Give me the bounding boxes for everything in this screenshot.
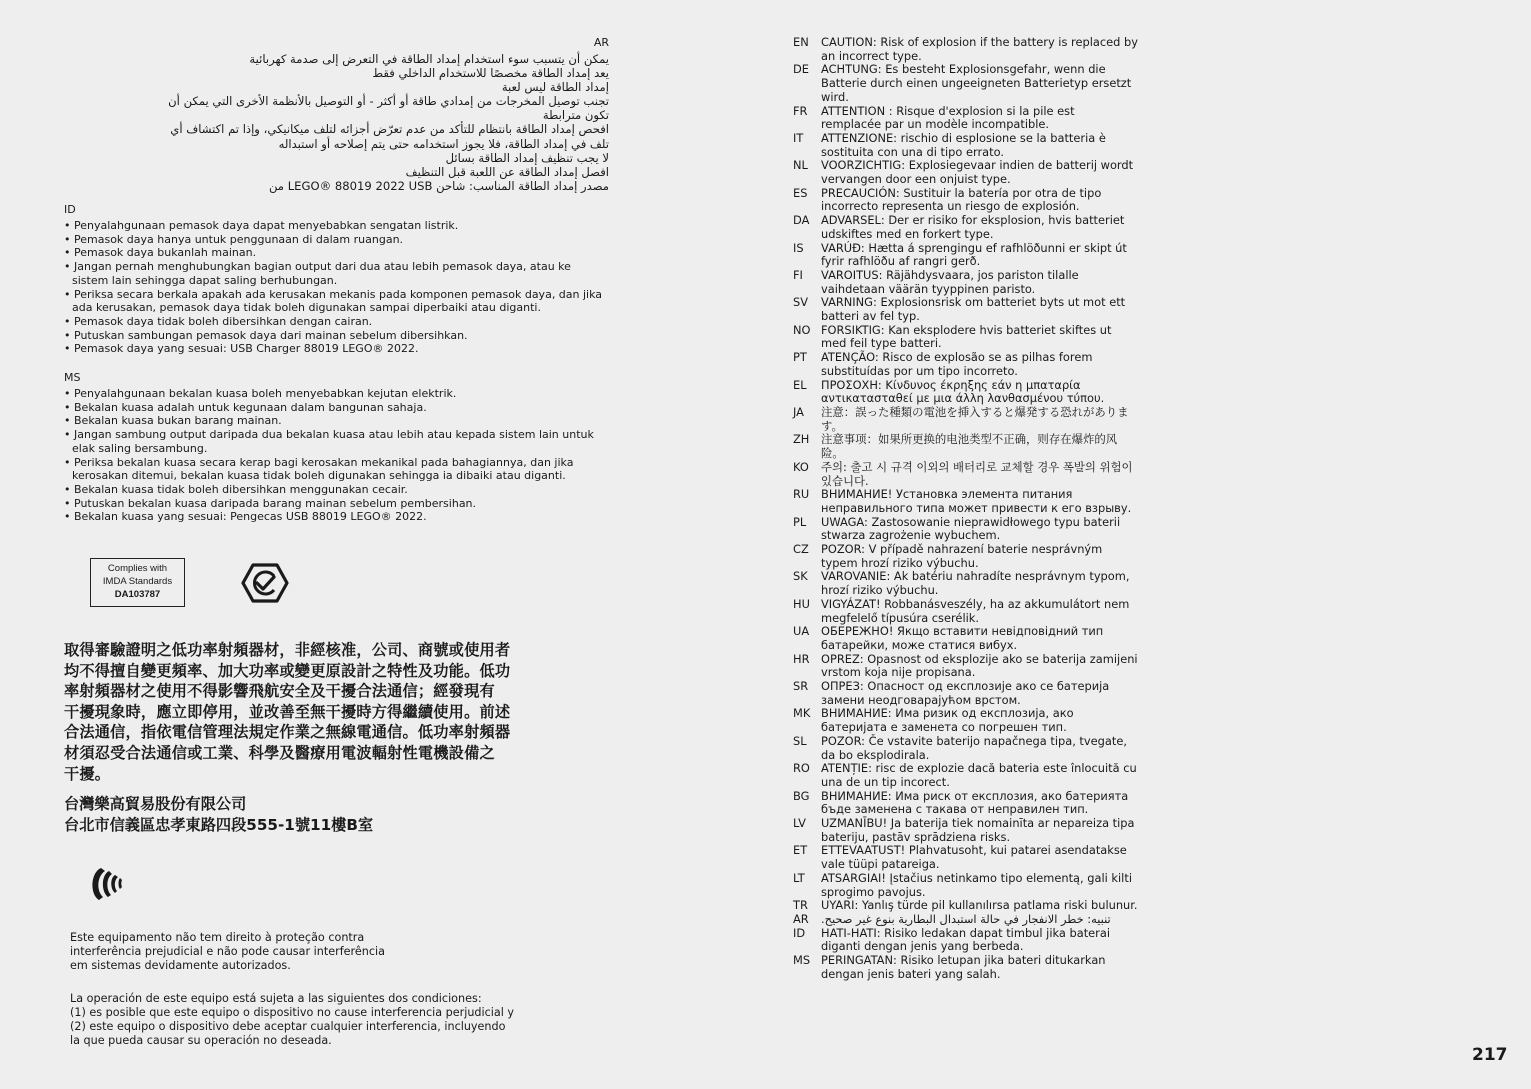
warning-row — [793, 790, 1138, 817]
warning-text: HATI-HATI: Risiko ledakan dapat timbul jika baterai diganti dengan jenis yang berbeda. — [821, 925, 1111, 954]
warning-row — [793, 954, 1138, 981]
warning-text: 注意事项：如果所更换的电池类型不正确，则存在爆炸的风险。 — [821, 432, 1118, 461]
warning-row — [793, 461, 1138, 488]
warning-language-code: RU — [793, 487, 810, 502]
warning-row — [793, 324, 1138, 351]
warning-language-code: ES — [793, 185, 808, 200]
zh-line: 均不得擅自變更頻率、加大功率或變更原設計之特性及功能。低功 — [64, 661, 511, 680]
warning-row — [793, 214, 1138, 241]
warning-text: ADVARSEL: Der er risiko for eksplosion, hvis batteriet udskiftes med en forkert type. — [821, 213, 1125, 241]
imda-compliance-label — [90, 558, 185, 607]
warning-text: 주의: 출고 시 규격 이외의 배터리로 교체할 경우 폭발의 위험이 있습니다. — [821, 459, 1133, 488]
arabic-line: إمداد الطاقة ليس لعبة — [501, 80, 609, 95]
warning-row — [793, 105, 1138, 132]
language-code-ms: MS — [64, 371, 81, 384]
warning-text: VARÚÐ: Hætta á sprengingu ef rafhlöðunni er skipt út fyrir rafhlöðu af rangri gerð. — [821, 240, 1127, 269]
warning-language-code: FR — [793, 103, 808, 118]
indonesian-bullet-list — [64, 219, 609, 356]
warning-language-code: SL — [793, 733, 807, 748]
list-item: • Periksa bekalan kuasa secara kerap bagi kerosakan mekanikal pada bahagiannya, dan jika kerosakan ditemui, bekalan kuasa tidak boleh digunakan sehingga ia dibaiki atau diganti. — [64, 456, 609, 483]
battery-warning-list — [793, 36, 1138, 982]
warning-language-code: RO — [793, 761, 810, 776]
warning-row — [793, 433, 1138, 460]
warning-text: 注意：誤った種類の電池を挿入すると爆発する恐れがあります。 — [821, 404, 1129, 433]
warning-row — [793, 707, 1138, 734]
warning-text: OPREZ: Opasnost od eksplozije ako se baterija zamijeni vrstom koja nije propisana. — [821, 651, 1138, 680]
warning-language-code: CZ — [793, 542, 809, 557]
list-item: • Pemasok daya hanya untuk penggunaan di dalam ruangan. — [64, 233, 609, 247]
warning-row — [793, 913, 1138, 927]
list-item: • Penyalahgunaan bekalan kuasa boleh menyebabkan kejutan elektrik. — [64, 387, 609, 401]
arabic-text-block — [64, 36, 609, 193]
warning-text: PRECAUCIÓN: Sustituir la batería por otra de tipo incorrecto representa un riesgo de explosión. — [821, 185, 1102, 214]
warning-language-code: BG — [793, 788, 810, 803]
anatel-logo-icon — [87, 864, 131, 904]
list-item: • Putuskan bekalan kuasa daripada barang mainan sebelum pembersihan. — [64, 497, 609, 511]
warning-row — [793, 379, 1138, 406]
arabic-line: تكون مترابطة — [542, 108, 609, 123]
es-line: (2) este equipo o dispositivo debe aceptar cualquier interferencia, incluyendo — [70, 1020, 506, 1033]
arabic-line: تلف في إمداد الطاقة، فلا يجوز استخدامه حتى يتم إصلاحه أو استبداله — [278, 136, 609, 151]
warning-row — [793, 351, 1138, 378]
warning-language-code: JA — [793, 404, 804, 419]
warning-language-code: LT — [793, 870, 805, 885]
anatel-statement-pt — [70, 931, 540, 973]
warning-language-code: SK — [793, 569, 808, 584]
arabic-safety-section — [64, 36, 609, 193]
warning-row — [793, 817, 1138, 844]
indonesian-safety-section — [64, 203, 609, 356]
warning-row — [793, 187, 1138, 214]
company-address: 台北市信義區忠孝東路四段555-1號11樓B室 — [64, 815, 374, 834]
page-number: 217 — [1472, 1045, 1508, 1065]
warning-language-code: FI — [793, 267, 803, 282]
warning-text: VARNING: Explosionsrisk om batteriet byts ut mot ett batteri av fel typ. — [821, 295, 1126, 324]
warning-text: ВНИМАНИЕ! Установка элемента питания неправильного типа может привести к его взрыву. — [821, 487, 1132, 515]
warning-row — [793, 406, 1138, 433]
list-item: • Pemasok daya yang sesuai: USB Charger 88019 LEGO® 2022. — [64, 342, 609, 356]
zh-line: 干擾現象時，應立即停用，並改善至無干擾時方得繼續使用。前述 — [64, 702, 511, 721]
warning-text: POZOR: Če vstavite baterijo napačnega tipa, tvegate, da bo eksplodirala. — [821, 733, 1127, 762]
warning-row — [793, 516, 1138, 543]
list-item: • Periksa secara berkala apakah ada kerusakan mekanis pada komponen pemasok daya, dan jika ada kerusakan, pemasok daya tidak boleh digunakan sampai diperbaiki atau diganti. — [64, 288, 609, 315]
language-code-id: ID — [64, 203, 76, 216]
warning-text: FORSIKTIG: Kan eksplodere hvis batteriet skiftes ut med feil type batteri. — [821, 322, 1112, 351]
zh-line: 合法通信，指依電信管理法規定作業之無線電通信。低功率射頻器 — [64, 723, 511, 742]
warning-row — [793, 488, 1138, 515]
warning-text: تنبيه: خطر الانفجار في حالة استبدال البطارية بنوع غير صحيح. — [821, 912, 1111, 926]
warning-language-code: MK — [793, 706, 811, 721]
warning-language-code: EL — [793, 377, 807, 392]
warning-row — [793, 899, 1138, 913]
warning-language-code: HU — [793, 596, 810, 611]
warning-row — [793, 242, 1138, 269]
list-item: • Penyalahgunaan pemasok daya dapat menyebabkan sengatan listrik. — [64, 219, 609, 233]
warning-text: POZOR: V případě nahrazení baterie nesprávným typem hrozí riziko výbuchu. — [821, 542, 1103, 570]
arabic-line: تجنب توصيل المخرجات من إمدادي طاقة أو أكثر - أو التوصيل بالأنظمة الأخرى التي يمكن أن — [168, 94, 609, 109]
warning-language-code: LV — [793, 816, 806, 831]
taiwan-company-address — [64, 794, 524, 835]
warning-row — [793, 132, 1138, 159]
warning-language-code: DE — [793, 62, 809, 77]
malay-safety-section — [64, 371, 609, 524]
zh-line: 率射頻器材之使用不得影響飛航安全及干擾合法通信；經發現有 — [64, 682, 495, 701]
pt-line: Este equipamento não tem direito à proteção contra — [70, 931, 365, 944]
zh-line: 材須忍受合法通信或工業、科學及醫療用電波輻射性電機設備之 — [64, 743, 495, 762]
arabic-line: يعد إمداد الطاقة مخصصًا للاستخدام الداخلي فقط — [372, 66, 609, 81]
rcm-compliance-mark-icon — [241, 563, 289, 603]
warning-text: ΠΡΟΣΟΧΗ: Κίνδυνος έκρηξης εάν η μπαταρία αντικατασταθεί με μια άλλη λανθασμένου τύπου. — [821, 377, 1105, 406]
warning-row — [793, 680, 1138, 707]
warning-row — [793, 159, 1138, 186]
warning-language-code: EN — [793, 35, 809, 49]
operation-statement-es — [70, 992, 545, 1048]
arabic-line: لا يجب تنظيف إمداد الطاقة بسائل — [445, 150, 609, 165]
warning-text: ACHTUNG: Es besteht Explosionsgefahr, wenn die Batterie durch einen ungeeigneten Batterietyp ersetzt wird. — [821, 62, 1132, 104]
warning-language-code: AR — [793, 912, 809, 926]
warning-language-code: NO — [793, 322, 811, 337]
warning-language-code: HR — [793, 651, 810, 666]
warning-language-code: IT — [793, 130, 804, 145]
warning-language-code: SV — [793, 295, 809, 310]
warning-text: ATENÇÃO: Risco de explosão se as pilhas forem substituídas por um tipo incorreto. — [821, 350, 1093, 378]
warning-text: ОБЕРЕЖНО! Якщо вставити невідповідний тип батарейки, може статися вибух. — [821, 624, 1104, 652]
warning-language-code: IS — [793, 240, 804, 255]
list-item: • Putuskan sambungan pemasok daya dari mainan sebelum dibersihkan. — [64, 329, 609, 343]
warning-row — [793, 872, 1138, 899]
warning-language-code: NL — [793, 158, 808, 173]
warning-row — [793, 598, 1138, 625]
es-line: la que pueda causar su operación no deseada. — [70, 1034, 332, 1047]
warning-row — [793, 625, 1138, 652]
warning-text: VAROVANIE: Ak batériu nahradíte nesprávnym typom, hrozí riziko výbuchu. — [821, 569, 1130, 598]
es-line: La operación de este equipo está sujeta a las siguientes dos condiciones: — [70, 992, 482, 1005]
company-name: 台灣樂高貿易股份有限公司 — [64, 795, 247, 813]
list-item: • Bekalan kuasa yang sesuai: Pengecas USB 88019 LEGO® 2022. — [64, 510, 609, 524]
list-item: • Bekalan kuasa adalah untuk kegunaan dalam bangunan sahaja. — [64, 401, 609, 415]
list-item: • Bekalan kuasa bukan barang mainan. — [64, 414, 609, 428]
list-item: • Pemasok daya tidak boleh dibersihkan dengan cairan. — [64, 315, 609, 329]
zh-line: 取得審驗證明之低功率射頻器材，非經核准，公司、商號或使用者 — [64, 641, 511, 659]
language-code-ar: AR — [593, 36, 609, 49]
warning-language-code: MS — [793, 953, 811, 968]
warning-language-code: ID — [793, 925, 806, 940]
list-item: • Jangan pernah menghubungkan bagian output dari dua atau lebih pemasok daya, atau ke sistem lain sehingga dapat saling berhubungan. — [64, 260, 609, 287]
warning-text: ATTENTION : Risque d'explosion si la pile est remplacée par un modèle incompatible. — [821, 103, 1075, 132]
zh-line: 干擾。 — [64, 764, 111, 783]
imda-line-2: IMDA Standards — [102, 576, 173, 587]
warning-row — [793, 296, 1138, 323]
warning-text: CAUTION: Risk of explosion if the battery is replaced by an incorrect type. — [821, 35, 1138, 63]
warning-row — [793, 570, 1138, 597]
warning-language-code: ET — [793, 843, 808, 858]
warning-language-code: KO — [793, 459, 809, 474]
warning-language-code: TR — [793, 898, 808, 913]
malay-bullet-list — [64, 387, 609, 524]
pt-line: interferência prejudicial e não pode causar interferência — [70, 945, 385, 958]
warning-text: ВНИМАНИЕ: Има ризик од експлозија, ако батеријата е заменета со погрешен тип. — [821, 706, 1074, 735]
warning-language-code: UA — [793, 624, 810, 639]
warning-language-code: DA — [793, 213, 810, 228]
arabic-line: افحص إمداد الطاقة بانتظام للتأكد من عدم تعرّض أجزائه لتلف ميكانيكي، وإذا تم اكتشاف أي — [170, 122, 609, 137]
imda-line-1: Complies with — [107, 563, 168, 574]
warning-row — [793, 63, 1138, 104]
pt-line: em sistemas devidamente autorizados. — [70, 959, 291, 972]
arabic-line: افصل إمداد الطاقة عن اللعبة قبل التنظيف — [405, 164, 609, 179]
warning-text: ВНИМАНИЕ: Има риск от експлозия, ако батерията бъде заменена с такава от неправилен тип. — [821, 788, 1129, 817]
warning-text: UWAGA: Zastosowanie nieprawidłowego typu baterii stwarza zagrożenie wybuchem. — [821, 514, 1121, 543]
warning-text: ОПРЕЗ: Опасност од експлозије ако се батерија замени неодговарајућом врстом. — [821, 679, 1110, 707]
warning-language-code: PL — [793, 514, 807, 529]
es-line: (1) es posible que este equipo o dispositivo no cause interferencia perjudicial y — [70, 1006, 515, 1019]
warning-row — [793, 735, 1138, 762]
imda-number: DA103787 — [114, 589, 161, 600]
warning-text: UZMANĪBU! Ja baterija tiek nomainīta ar nepareiza tipa bateriju, pastāv sprādziena risks. — [821, 816, 1135, 844]
arabic-line: مصدر إمداد الطاقة المناسب: شاحن LEGO® 88019 2022 USB من — [268, 178, 609, 193]
warning-row — [793, 844, 1138, 871]
warning-row — [793, 762, 1138, 789]
warning-row — [793, 36, 1138, 63]
warning-row — [793, 269, 1138, 296]
warning-row — [793, 653, 1138, 680]
taiwan-ncc-statement — [64, 640, 524, 784]
warning-text: ATENȚIE: risc de explozie dacă bateria este înlocuită cu una de un tip incorect. — [821, 761, 1137, 789]
warning-text: PERINGATAN: Risiko letupan jika bateri ditukarkan dengan jenis bateri yang salah. — [821, 953, 1106, 981]
warning-language-code: SR — [793, 679, 809, 694]
list-item: • Jangan sambung output daripada dua bekalan kuasa atau lebih atau kepada sistem lain untuk elak saling bersambung. — [64, 428, 609, 455]
list-item: • Bekalan kuasa tidak boleh dibersihkan menggunakan cecair. — [64, 483, 609, 497]
warning-row — [793, 543, 1138, 570]
warning-text: ATTENZIONE: rischio di esplosione se la batteria è sostituita con una di tipo errato. — [821, 130, 1106, 159]
warning-text: ETTEVAATUST! Plahvatusoht, kui patarei asendatakse vale tüüpi patareiga. — [821, 843, 1127, 872]
warning-row — [793, 927, 1138, 954]
list-item: • Pemasok daya bukanlah mainan. — [64, 246, 609, 260]
warning-text: VIGYÁZAT! Robbanásveszély, ha az akkumulátort nem megfelelő típusúra cserélik. — [821, 596, 1130, 625]
warning-text: VAROITUS: Räjähdysvaara, jos pariston tilalle vaihdetaan väärän tyyppinen paristo. — [821, 267, 1079, 296]
warning-language-code: ZH — [793, 432, 810, 447]
arabic-line: يمكن أن يتسبب سوء استخدام إمداد الطاقة في التعرض إلى صدمة كهربائية — [249, 52, 609, 66]
warning-text: VOORZICHTIG: Explosiegevaar indien de batterij wordt vervangen door een onjuist type. — [821, 158, 1134, 187]
warning-text: ATSARGIAI! Įstačius netinkamo tipo elementą, gali kilti sprogimo pavojus. — [821, 870, 1132, 899]
warning-language-code: PT — [793, 350, 807, 365]
warning-text: UYARI: Yanlış türde pil kullanılırsa patlama riski bulunur. — [821, 898, 1138, 913]
